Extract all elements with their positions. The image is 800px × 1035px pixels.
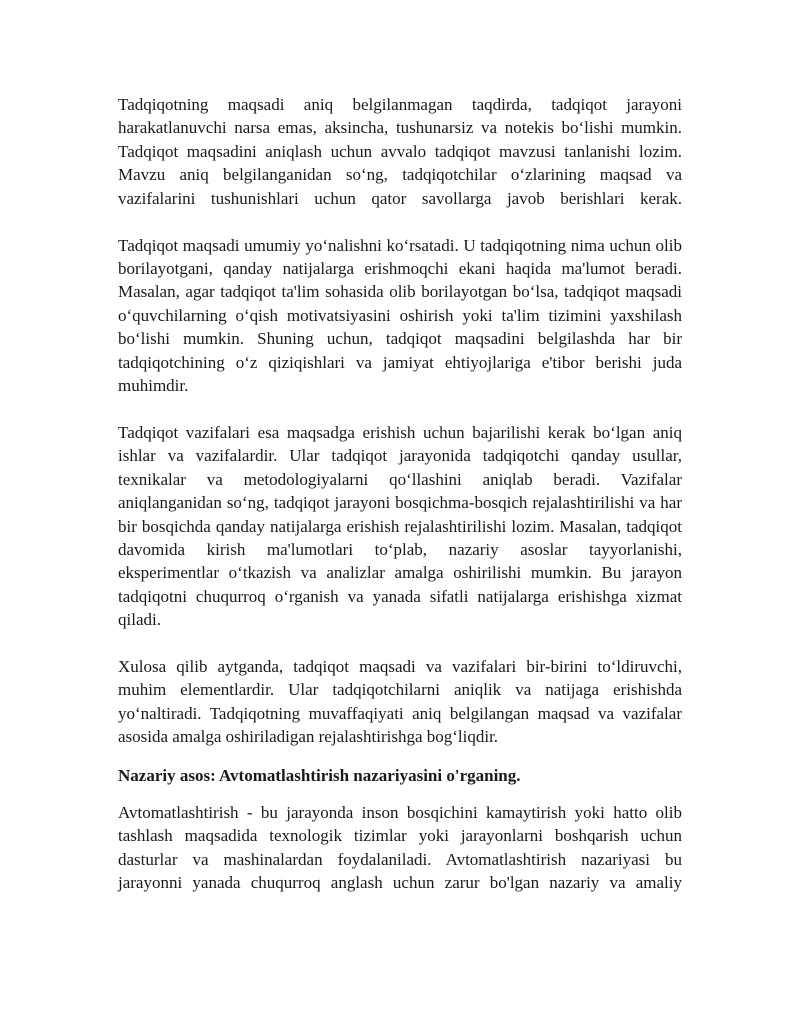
paragraph-3: Tadqiqot vazifalari esa maqsadga erishish uchun bajarilishi kerak bo‘lgan aniq ishlar va vazifalardir. Ular tadqiqot jarayonida tadqiqotchi qanday usullar, texnikalar va metodologiyalarni qo‘llashini aniqlab beradi. Vazifalar aniqlanganidan so‘ng, tadqiqot jarayoni bosqichma-bosqich rejalashtirilishi va har bir bosqichda qanday natijalarga erishish rejalashtirilishi lozim. Masalan, tadqiqot davomida kirish ma'lumotlari to‘plab, nazariy asoslar tayyorlanishi, eksperimentlar o‘tkazish va analizlar amalga oshirilishi mumkin. Bu jarayon tadqiqotni chuqurroq o‘rganish va yanada sifatli natijalarga erishishga xizmat qiladi. (118, 422, 682, 630)
document-body (118, 93, 682, 895)
paragraph-2: Tadqiqot maqsadi umumiy yo‘nalishni ko‘rsatadi. U tadqiqotning nima uchun olib borilayotgani, qanday natijalarga erishmoqchi ekani haqida ma'lumot beradi. Masalan, agar tadqiqot ta'lim sohasida olib borilayotgan bo‘lsa, tadqiqot maqsadi o‘quvchilarning o‘qish motivatsiyasini oshirish yoki ta'lim tizimini yaxshilash bo‘lishi mumkin. Shuning uchun, tadqiqot maqsadini belgilashda har bir tadqiqotchining o‘z qiziqishlari va jamiyat ehtiyojlariga e'tibor berishi juda muhimdir. (118, 235, 682, 395)
section-heading: Nazariy asos: Avtomatlashtirish nazariyasini o'rganing. (118, 765, 521, 785)
paragraph-1: Tadqiqotning maqsadi aniq belgilanmagan taqdirda, tadqiqot jarayoni harakatlanuvchi narsa emas, aksincha, tushunarsiz va notekis bo‘lishi mumkin. Tadqiqot maqsadini aniqlash uchun avvalo tadqiqot mavzusi tanlanishi lozim. Mavzu aniq belgilanganidan so‘ng, tadqiqotchilar o‘zlarining maqsad va vazifalarini tushunishlari uchun qator savollarga javob berishlari kerak. (118, 95, 682, 208)
paragraph-4: Xulosa qilib aytganda, tadqiqot maqsadi va vazifalari bir-birini to‘ldiruvchi, muhim elementlardir. Ular tadqiqotchilarni aniqlik va natijaga erishishda yo‘naltiradi. Tadqiqotning muvaffaqiyati aniq belgilangan maqsad va vazifalar asosida amalga oshiriladigan rejalashtirishga bog‘liqdir. (118, 657, 682, 747)
paragraph-5: Avtomatlashtirish - bu jarayonda inson bosqichini kamaytirish yoki hatto olib tashlash maqsadida texnologik tizimlar yoki jarayonlarni boshqarish uchun dasturlar va mashinalardan foydalaniladi. Avtomatlashtirish nazariyasi bu jarayonni yanada chuqurroq anglash uchun zarur bo'lgan nazariy va amaliy (118, 803, 682, 893)
